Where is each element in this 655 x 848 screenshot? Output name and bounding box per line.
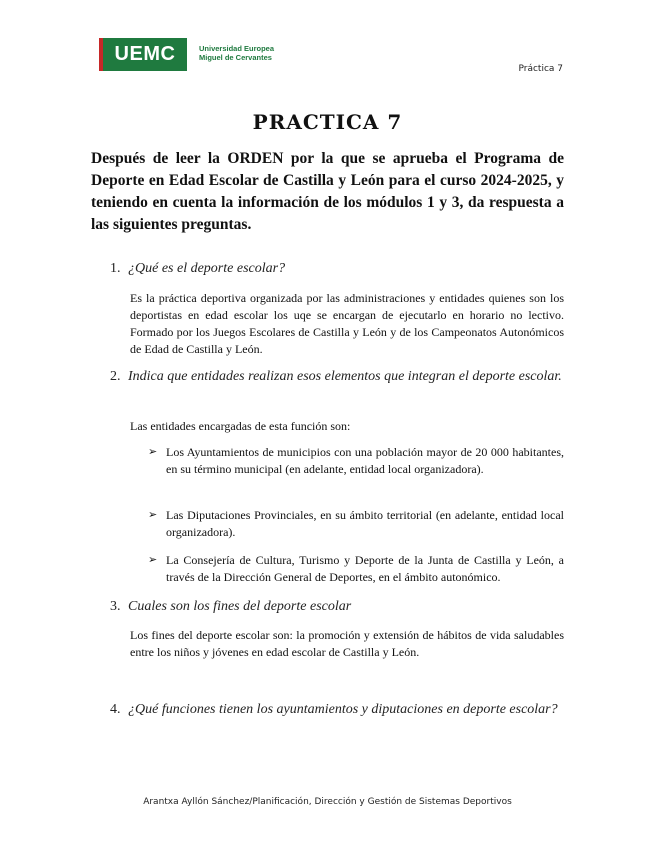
page-header-label: Práctica 7 <box>518 64 563 74</box>
question-4 <box>110 700 564 719</box>
bullet-text: Los Ayuntamientos de municipios con una población mayor de 20 000 habitantes, en su término municipal (en adelante, entidad local organizadora). <box>166 445 564 476</box>
bullet-item <box>148 507 564 541</box>
question-2-number: 2. <box>110 369 121 384</box>
question-2-text: Indica que entidades realizan esos elementos que integran el deporte escolar. <box>128 369 562 384</box>
question-1 <box>110 259 564 278</box>
logo-line-1: Universidad Europea <box>199 44 275 53</box>
logo-text <box>199 44 274 62</box>
page-title: PRACTICA 7 <box>252 110 403 134</box>
bullet-item <box>148 444 564 478</box>
bullet-item <box>148 552 564 586</box>
page-footer: Arantxa Ayllón Sánchez/Planificación, Dirección y Gestión de Sistemas Deportivos <box>143 797 512 807</box>
logo-line-2: Miguel de Cervantes <box>199 53 272 62</box>
university-logo <box>99 38 277 71</box>
question-3 <box>110 597 564 616</box>
question-1-number: 1. <box>110 261 121 276</box>
answer-3: Los fines del deporte escolar son: la promoción y extensión de hábitos de vida saludables entre los niños y jóvenes en edad escolar de Castilla y León. <box>130 628 564 659</box>
answer-2-intro: Las entidades encargadas de esta función son: <box>130 419 351 433</box>
arrow-bullet-icon: ➢ <box>148 509 158 521</box>
logo-mark: UEMC <box>99 38 187 71</box>
bullet-text: La Consejería de Cultura, Turismo y Deporte de la Junta de Castilla y León, a través de la Dirección General de Deportes, en el ámbito autonómico. <box>166 553 564 584</box>
intro-paragraph: Después de leer la ORDEN por la que se aprueba el Programa de Deporte en Edad Escolar de Castilla y León para el curso 2024-2025, y teniendo en cuenta la información de los módulos 1 y 3, da respuesta a las siguientes preguntas. <box>91 150 564 233</box>
answer-1: Es la práctica deportiva organizada por las administraciones y entidades quienes son los deportistas en edad escolar los uqe se encargan de ejecutarlo en horario no lectivo. Formado por los Juegos Escolares de Castilla y León y de los Campeonatos Autonómicos de Edad de Castilla y León. <box>130 291 564 356</box>
question-2 <box>110 367 564 386</box>
question-3-text: Cuales son los fines del deporte escolar <box>128 599 352 614</box>
question-1-text: ¿Qué es el deporte escolar? <box>128 261 286 276</box>
question-4-number: 4. <box>110 702 121 717</box>
question-3-number: 3. <box>110 599 121 614</box>
bullet-text: Las Diputaciones Provinciales, en su ámbito territorial (en adelante, entidad local organizadora). <box>166 508 564 539</box>
arrow-bullet-icon: ➢ <box>148 554 158 566</box>
arrow-bullet-icon: ➢ <box>148 446 158 458</box>
question-4-text: ¿Qué funciones tienen los ayuntamientos y diputaciones en deporte escolar? <box>128 702 558 717</box>
